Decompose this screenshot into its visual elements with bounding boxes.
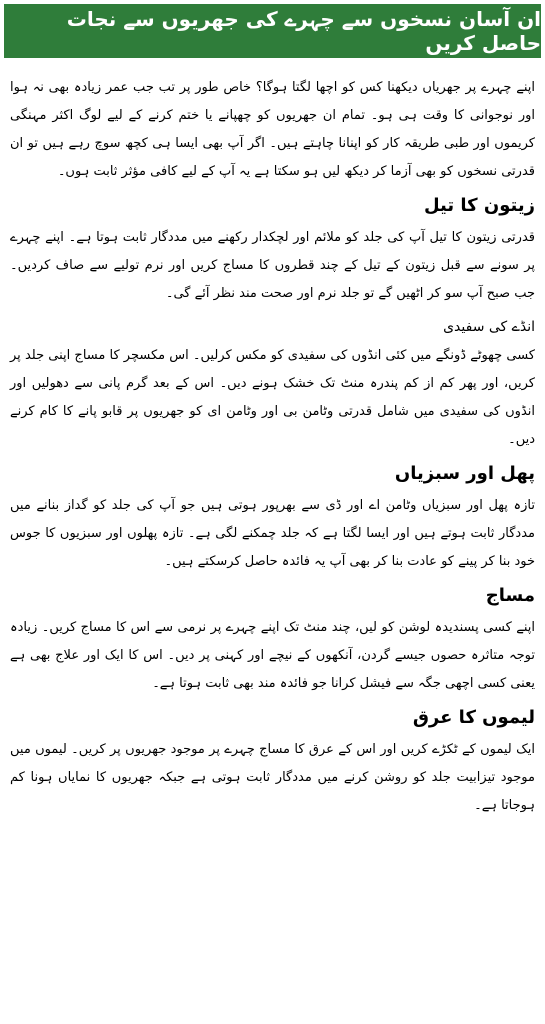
title-banner (4, 4, 541, 58)
olive-oil-paragraph: قدرتی زیتون کا تیل آپ کی جلد کو ملائم اور لچکدار رکھنے میں مددگار ثابت ہوتا ہے۔ اپنے چہرے پر سونے سے قبل زیتون کے تیل کے چند قطروں کا مساج کریں اور نرم تولیے سے صاف کردیں۔ جب صبح آپ سو کر اٹھیں گے تو جلد نرم اور صحت مند نظر آئے گی۔ (10, 230, 535, 301)
massage-heading: مساج (485, 585, 535, 606)
egg-white-paragraph: کسی چھوٹے ڈونگے میں کئی انڈوں کی سفیدی کو مکس کرلیں۔ اس مکسچر کا مساج اپنی جلد پر کریں، اور پھر کم از کم پندرہ منٹ تک خشک ہونے دیں۔ اس کے بعد گرم پانی سے دھولیں اور انڈوں کی سفیدی میں شامل قدرتی وٹامن بی اور وٹامن ای کو جھریوں پر قابو پانے کا کام کرنے دیں۔ (10, 348, 535, 447)
lemon-juice-paragraph: ایک لیموں کے ٹکڑے کریں اور اس کے عرق کا مساج چہرے پر موجود جھریوں پر کریں۔ لیموں میں موجود تیزابیت جلد کو روشن کرنے میں مددگار ثابت ہوتی ہے جبکہ جھریوں کا نمایاں ہونا کم ہوجاتا ہے۔ (10, 742, 535, 813)
fruits-vegetables-heading: پھل اور سبزیاں (394, 463, 535, 484)
olive-oil-heading: زیتون کا تیل (423, 195, 535, 216)
massage-paragraph: اپنے کسی پسندیدہ لوشن کو لیں، چند منٹ تک اپنے چہرے پر نرمی سے اس کا مساج کریں۔ زیادہ توجہ متاثرہ حصوں جیسے گردن، آنکھوں کے نیچے اور کہنی پر دیں۔ اس کا ایک اور علاج بھی ہے یعنی کسی اچھی جگہ سے فیشل کرانا جو فائدہ مند بھی ثابت ہوتا ہے۔ (10, 620, 535, 691)
intro-paragraph: اپنے چہرے پر جھریاں دیکھنا کس کو اچھا لگتا ہوگا؟ خاص طور پر تب جب عمر زیادہ بھی نہ ہوا اور نوجوانی کا وقت ہی ہو۔ تمام ان جھریوں کو چھپانے یا ختم کرنے کے لیے لوگ اکثر مہنگی کریموں اور طبی طریقہ کار کو اپنانا چاہتے ہیں۔ اگر آپ بھی ایسا ہی کچھ سوچ رہے ہیں تو ان قدرتی نسخوں کو بھی آزما کر دیکھ لیں ہو سکتا ہے یہ آپ کے لیے کافی مؤثر ثابت ہوں۔ (10, 80, 535, 179)
page-title: ان آسان نسخوں سے چہرے کی جھریوں سے نجات حاصل کریں (66, 7, 541, 55)
fruits-vegetables-paragraph: تازہ پھل اور سبزیاں وٹامن اے اور ڈی سے بھرپور ہوتی ہیں جو آپ کی جلد کو گداز بنانے میں مددگار ثابت ہوتے ہیں اور ایسا لگتا ہے کہ جلد چمکنے لگی ہے۔ تازہ پھلوں اور سبزیوں کا جوس خود بنا کر پینے کو عادت بنا کر بھی آپ یہ فائدہ حاصل کرسکتے ہیں۔ (10, 498, 535, 569)
article-content (10, 74, 535, 826)
lemon-juice-heading: لیموں کا عرق (412, 707, 535, 728)
egg-white-heading: انڈے کی سفیدی (443, 319, 535, 335)
